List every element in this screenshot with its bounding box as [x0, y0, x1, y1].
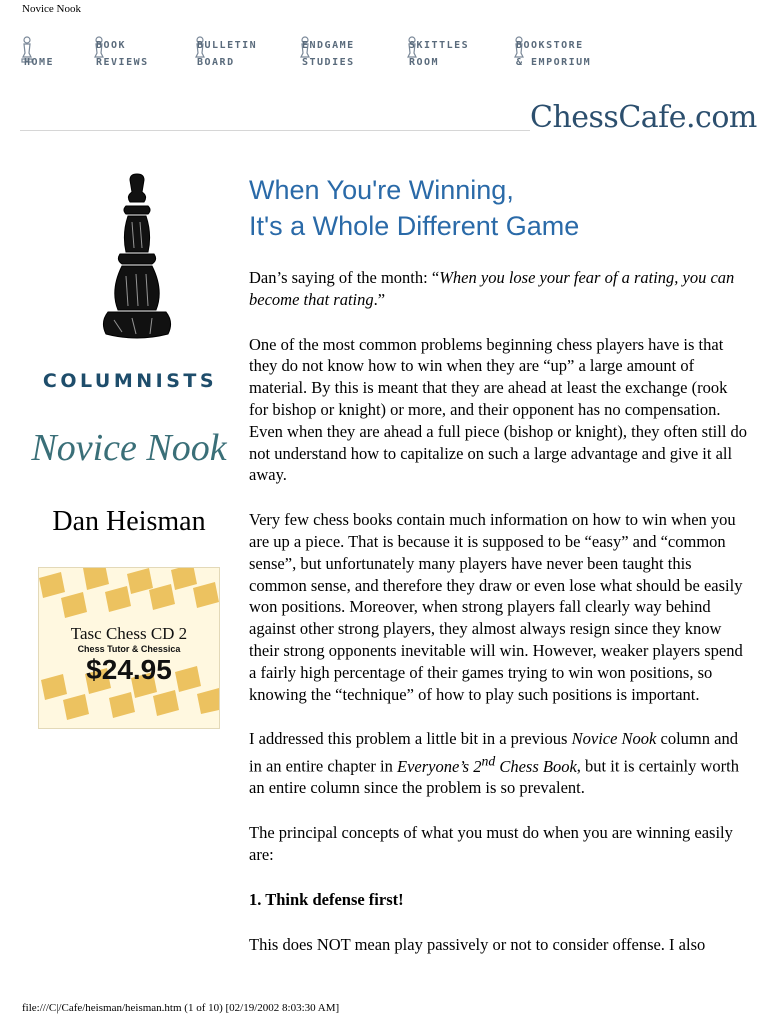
chess-king-icon	[92, 172, 182, 342]
nav-label-line2: ROOM	[409, 57, 440, 68]
tasc-chess-cd-ad[interactable]	[38, 567, 220, 729]
nav-label-line1: SKITTLES	[409, 40, 470, 51]
nav-label-line1: BOOK	[96, 40, 127, 51]
book-title-part2: Chess Book	[495, 756, 577, 776]
para4-text-b: column and in an entire chapter in	[249, 729, 738, 776]
section-heading-1: 1. Think defense first!	[249, 889, 404, 909]
para4-column-title: Novice Nook	[571, 729, 657, 749]
paragraph-2: One of the most common problems beginning chess players have is that they do not know how to win when they are “up” a large amount of material. By this is meant that they are ahead at least the exchange (rook for bishop or knight) or more, and their opponent has no compensation. Even when they are ahead a full piece (bishop or knight), they often still do not understand how to capitalize on such a large advantage and give it all away.	[249, 334, 748, 485]
paragraph-5: The principal concepts of what you must do when you are winning easily are:	[249, 823, 733, 865]
para4-book-title	[396, 753, 577, 776]
para4-text-a: I addressed this problem a little bit in a previous	[249, 729, 572, 749]
top-navigation	[20, 34, 640, 74]
article	[249, 172, 749, 955]
browser-title: Novice Nook	[22, 3, 81, 15]
header-divider	[20, 130, 530, 131]
paragraph-4	[249, 728, 749, 799]
nav-label-line2: BOARD	[197, 57, 235, 68]
saying-of-the-month	[249, 267, 749, 311]
book-title-part1: Everyone’s 2	[396, 756, 482, 776]
nav-label-line2: & EMPORIUM	[516, 57, 592, 68]
column-name: Novice Nook	[31, 427, 227, 469]
saying-lead: Dan’s saying of the month: “	[249, 268, 440, 287]
ad-subtitle: Chess Tutor & Chessica	[77, 644, 181, 654]
ad-price: $24.95	[86, 654, 172, 685]
paragraph-6: This does NOT mean play passively or not to consider offense. I also	[249, 934, 706, 954]
headline-line2: It's a Whole Different Game	[249, 211, 580, 241]
para4-text-c: , but it is certainly worth an entire column since the problem is so prevalent.	[249, 756, 740, 798]
chesscafe-logo[interactable]: ChessCafe.com	[530, 100, 757, 135]
paragraph-3: Very few chess books contain much information on how to win when you are up a piece. That is because it is supposed to be “easy” and “common sense”, but unfortunately many players have never been taught this common sense, and therefore they draw or even lose what should be easily won positions. Moreover, when strong players fall clearly way behind against other strong players, they almost always resign since they know their strong opponents inevitable will win. However, weaker players spend a fairly high percentage of their games trying to win won positions, so knowing the “technique” of how to play such positions is important.	[249, 510, 743, 704]
nav-label-line1: BULLETIN	[197, 40, 258, 51]
nav-label-line1: ENDGAME	[302, 40, 355, 51]
ad-title: Tasc Chess CD 2	[70, 624, 188, 643]
section-label: COLUMNISTS	[42, 370, 218, 392]
headline-line1: When You're Winning,	[249, 175, 514, 205]
saying-quote: When you lose your fear of a rating, you can become that rating	[249, 268, 735, 309]
nav-home-label: HOME	[24, 57, 55, 68]
book-title-sup: nd	[481, 753, 496, 769]
saying-end: .”	[373, 289, 386, 309]
article-headline	[249, 172, 749, 244]
page-footer: file:///C|/Cafe/heisman/heisman.htm (1 of 10) [02/19/2002 8:03:30 AM]	[22, 1002, 340, 1014]
author-name: Dan Heisman	[52, 506, 206, 537]
nav-label-line2: STUDIES	[302, 57, 355, 68]
nav-label-line1: BOOKSTORE	[516, 40, 584, 51]
nav-label-line2: REVIEWS	[96, 57, 149, 68]
